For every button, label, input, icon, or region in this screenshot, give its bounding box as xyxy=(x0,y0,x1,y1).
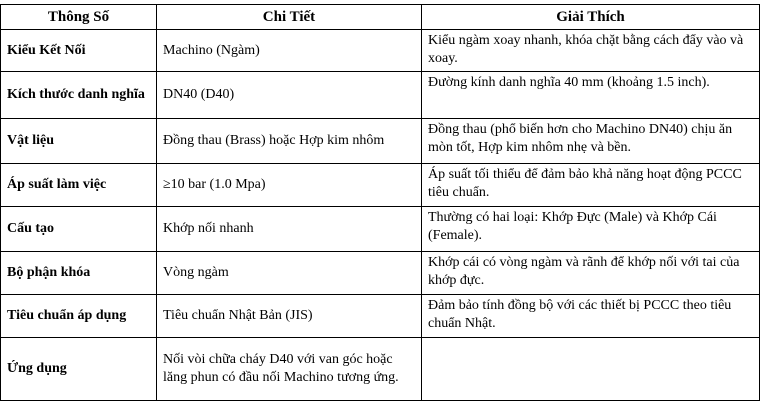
explain-cell: Áp suất tối thiểu để đảm bảo khả năng hoạt động PCCC tiêu chuẩn. xyxy=(422,164,760,207)
table-row xyxy=(1,72,760,119)
detail-cell: ≥10 bar (1.0 Mpa) xyxy=(157,164,422,207)
detail-cell: Machino (Ngàm) xyxy=(157,30,422,72)
detail-cell: DN40 (D40) xyxy=(157,72,422,119)
table-row xyxy=(1,295,760,338)
spec-table xyxy=(0,4,760,401)
param-cell: Vật liệu xyxy=(1,119,157,164)
header-param: Thông Số xyxy=(1,5,157,30)
param-cell: Ứng dụng xyxy=(1,338,157,401)
explain-cell: Đảm bảo tính đồng bộ với các thiết bị PCCC theo tiêu chuẩn Nhật. xyxy=(422,295,760,338)
param-cell: Kiểu Kết Nối xyxy=(1,30,157,72)
param-cell: Kích thước danh nghĩa xyxy=(1,72,157,119)
explain-cell: Đường kính danh nghĩa 40 mm (khoảng 1.5 inch). xyxy=(422,72,760,119)
header-detail: Chi Tiết xyxy=(157,5,422,30)
explain-cell: Khớp cái có vòng ngàm và rãnh để khớp nối với tai của khớp đực. xyxy=(422,252,760,295)
detail-cell: Nối vòi chữa cháy D40 với van góc hoặc lăng phun có đầu nối Machino tương ứng. xyxy=(157,338,422,401)
table-row xyxy=(1,252,760,295)
detail-cell: Khớp nối nhanh xyxy=(157,207,422,252)
header-explain: Giải Thích xyxy=(422,5,760,30)
table-row xyxy=(1,119,760,164)
explain-cell xyxy=(422,338,760,401)
table-row xyxy=(1,30,760,72)
detail-cell: Tiêu chuẩn Nhật Bản (JIS) xyxy=(157,295,422,338)
table-header-row xyxy=(1,5,760,30)
explain-cell: Thường có hai loại: Khớp Đực (Male) và Khớp Cái (Female). xyxy=(422,207,760,252)
param-cell: Bộ phận khóa xyxy=(1,252,157,295)
table-row xyxy=(1,207,760,252)
table-row xyxy=(1,164,760,207)
detail-cell: Đồng thau (Brass) hoặc Hợp kim nhôm xyxy=(157,119,422,164)
explain-cell: Kiểu ngàm xoay nhanh, khóa chặt bằng cách đẩy vào và xoay. xyxy=(422,30,760,72)
detail-cell: Vòng ngàm xyxy=(157,252,422,295)
param-cell: Áp suất làm việc xyxy=(1,164,157,207)
explain-cell: Đồng thau (phổ biến hơn cho Machino DN40) chịu ăn mòn tốt, Hợp kim nhôm nhẹ và bền. xyxy=(422,119,760,164)
param-cell: Cấu tạo xyxy=(1,207,157,252)
param-cell: Tiêu chuẩn áp dụng xyxy=(1,295,157,338)
table-row xyxy=(1,338,760,401)
